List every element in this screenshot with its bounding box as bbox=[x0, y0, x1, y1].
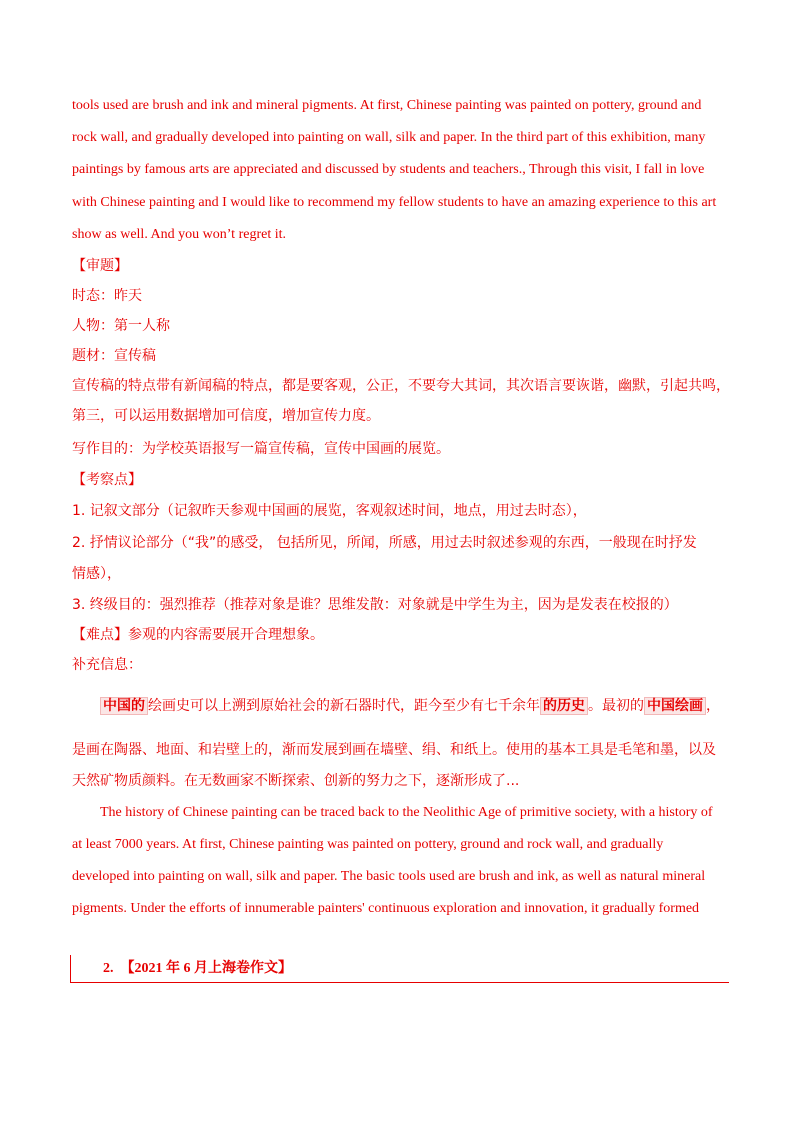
points-item-2-line-2: 情感）， bbox=[72, 566, 121, 582]
section-2-title-text: 【2021 年 6 月上海卷作文】 bbox=[120, 961, 292, 976]
highlight-chinese-painting: 中国绘画 bbox=[644, 697, 706, 715]
section-2-heading-bar bbox=[70, 955, 729, 983]
section-2-number: 2. bbox=[103, 961, 114, 976]
supplement-en-line-2: at least 7000 years. At first, Chinese painting was painted on pottery, ground and rock wall, and gradually bbox=[72, 837, 664, 852]
supplement-en-line-1: The history of Chinese painting can be traced back to the Neolithic Age of primitive society, with a history of bbox=[100, 805, 713, 820]
passage-line-4: with Chinese painting and I would like to recommend my fellow students to have an amazing experience to this art bbox=[72, 195, 717, 210]
points-item-3: 3. 终级目的：强烈推荐（推荐对象是谁？思维发散：对象就是中学生为主，因为是发表在校报的） bbox=[72, 597, 678, 613]
passage-line-3: paintings by famous arts are appreciated and discussed by students and teachers., Through this visit, I fall in love bbox=[72, 162, 705, 177]
supplement-zh-segment-3: ， bbox=[706, 698, 720, 714]
passage-line-1: tools used are brush and ink and mineral pigments. At first, Chinese painting was painted on pottery, ground and bbox=[72, 98, 702, 113]
section-2-title bbox=[103, 957, 292, 977]
supplement-zh-line-3: 天然矿物质颜料。在无数画家不断探索、创新的努力之下，逐渐形成了... bbox=[72, 773, 520, 789]
passage-line-2: rock wall, and gradually developed into painting on wall, silk and paper. In the third part of this exhibition, many bbox=[72, 130, 706, 145]
supplement-en-line-4: pigments. Under the efforts of innumerable painters' continuous exploration and innovation, it gradually formed bbox=[72, 901, 700, 916]
supplement-zh-segment-1: 绘画史可以上溯到原始社会的新石器时代，距今至少有七千余年 bbox=[148, 698, 540, 714]
analysis-tense: 时态：昨天 bbox=[72, 288, 142, 304]
supplement-en-line-3: developed into painting on wall, silk and paper. The basic tools used are brush and ink, as well as natural mineral bbox=[72, 869, 706, 884]
supplement-zh-line-2: 是画在陶器、地面、和岩壁上的，渐而发展到画在墙壁、绢、和纸上。使用的基本工具是毛笔和墨，以及 bbox=[72, 742, 716, 758]
supplement-zh-segment-2: 。最初的 bbox=[588, 698, 644, 714]
points-item-2-line-1: 2. 抒情议论部分（“我”的感受， 包括所见，所闻，所感，用过去时叙述参观的东西，一般现在时抒发 bbox=[72, 535, 697, 551]
difficulty-note: 【难点】参观的内容需要展开合理想象。 bbox=[72, 627, 324, 643]
highlight-history: 的历史 bbox=[540, 697, 588, 715]
supplement-label: 补充信息： bbox=[72, 657, 142, 673]
passage-line-5: show as well. And you won’t regret it. bbox=[72, 227, 286, 242]
analysis-feature: 宣传稿的特点带有新闻稿的特点，都是要客观，公正，不要夸大其词，其次语言要诙谐，幽默，引起共鸣，第三，可以运用数据增加可信度，增加宣传力度。 bbox=[72, 378, 730, 424]
analysis-purpose: 写作目的：为学校英语报写一篇宣传稿，宣传中国画的展览。 bbox=[72, 441, 450, 457]
analysis-genre: 题材：宣传稿 bbox=[72, 348, 156, 364]
analysis-heading: 【审题】 bbox=[72, 258, 128, 274]
analysis-person: 人物：第一人称 bbox=[72, 318, 170, 334]
points-heading: 【考察点】 bbox=[72, 472, 142, 488]
supplement-zh-line-1 bbox=[100, 691, 740, 721]
highlight-chinese: 中国的 bbox=[100, 697, 148, 715]
points-item-1: 1. 记叙文部分（记叙昨天参观中国画的展览，客观叙述时间，地点，用过去时态）， bbox=[72, 503, 587, 519]
